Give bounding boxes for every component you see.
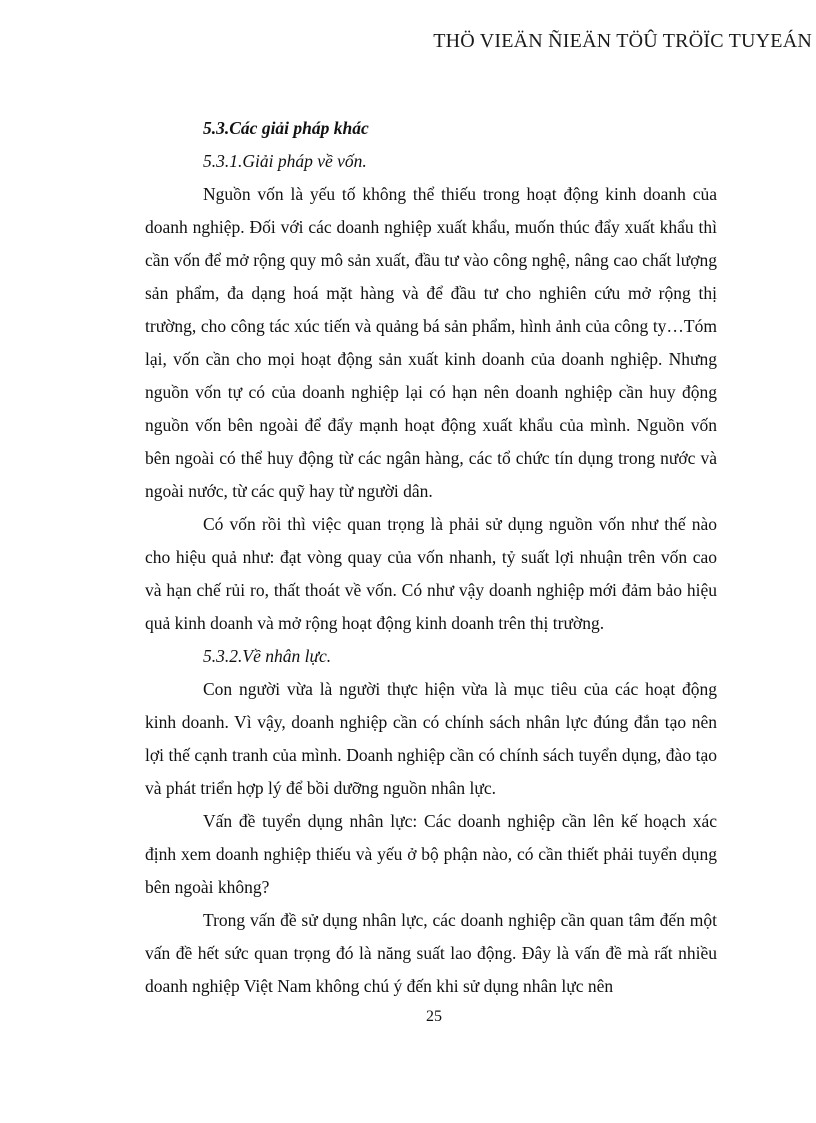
- subsection-title-capital: 5.3.1.Giải pháp về vốn.: [203, 151, 367, 171]
- paragraph: Có vốn rồi thì việc quan trọng là phải sử dụng nguồn vốn như thế nào cho hiệu quả như: đạt vòng quay của vốn nhanh, tỷ suất lợi nhuận trên vốn cao và hạn chế rủi ro, thất thoát về vốn. Có như vậy doanh nghiệp mới đảm bảo hiệu quả kinh doanh và mở rộng hoạt động kinh doanh trên thị trường.: [145, 514, 717, 633]
- paragraph: Nguồn vốn là yếu tố không thể thiếu trong hoạt động kinh doanh của doanh nghiệp. Đối với các doanh nghiệp xuất khẩu, muốn thúc đẩy xuất khẩu thì cần vốn để mở rộng quy mô sản xuất, đầu tư vào công nghệ, nâng cao chất lượng sản phẩm, đa dạng hoá mặt hàng và để đầu tư cho nghiên cứu mở rộng thị trường, cho công tác xúc tiến và quảng bá sản phẩm, hình ảnh của công ty…Tóm lại, vốn cần cho mọi hoạt động sản xuất kinh doanh của doanh nghiệp. Nhưng nguồn vốn tự có của doanh nghiệp lại có hạn nên doanh nghiệp cần huy động nguồn vốn bên ngoài để đẩy mạnh hoạt động xuất khẩu của mình. Nguồn vốn bên ngoài có thể huy động từ các ngân hàng, các tổ chức tín dụng trong nước và ngoài nước, từ các quỹ hay từ người dân.: [145, 184, 717, 501]
- paragraph: Trong vấn đề sử dụng nhân lực, các doanh nghiệp cần quan tâm đến một vấn đề hết sức quan trọng đó là năng suất lao động. Đây là vấn đề mà rất nhiều doanh nghiệp Việt Nam không chú ý đến khi sử dụng nhân lực nên: [145, 910, 717, 996]
- running-header: THÖ VIEÄN ÑIEÄN TÖÛ TRÖÏC TUYEÁN: [433, 30, 812, 52]
- paragraph: Con người vừa là người thực hiện vừa là mục tiêu của các hoạt động kinh doanh. Vì vậy, doanh nghiệp cần có chính sách nhân lực đúng đắn tạo nên lợi thế cạnh tranh của mình. Doanh nghiệp cần có chính sách tuyển dụng, đào tạo và phát triển hợp lý để bồi dưỡng nguồn nhân lực.: [145, 679, 717, 798]
- section-title: 5.3.Các giải pháp khác: [203, 118, 369, 138]
- page-body: [145, 112, 717, 1003]
- subsection-title-human-resources: 5.3.2.Về nhân lực.: [203, 646, 332, 666]
- page-number: 25: [426, 1008, 442, 1025]
- paragraph: Vấn đề tuyển dụng nhân lực: Các doanh nghiệp cần lên kế hoạch xác định xem doanh nghiệp thiếu và yếu ở bộ phận nào, có cần thiết phải tuyển dụng bên ngoài không?: [145, 811, 717, 897]
